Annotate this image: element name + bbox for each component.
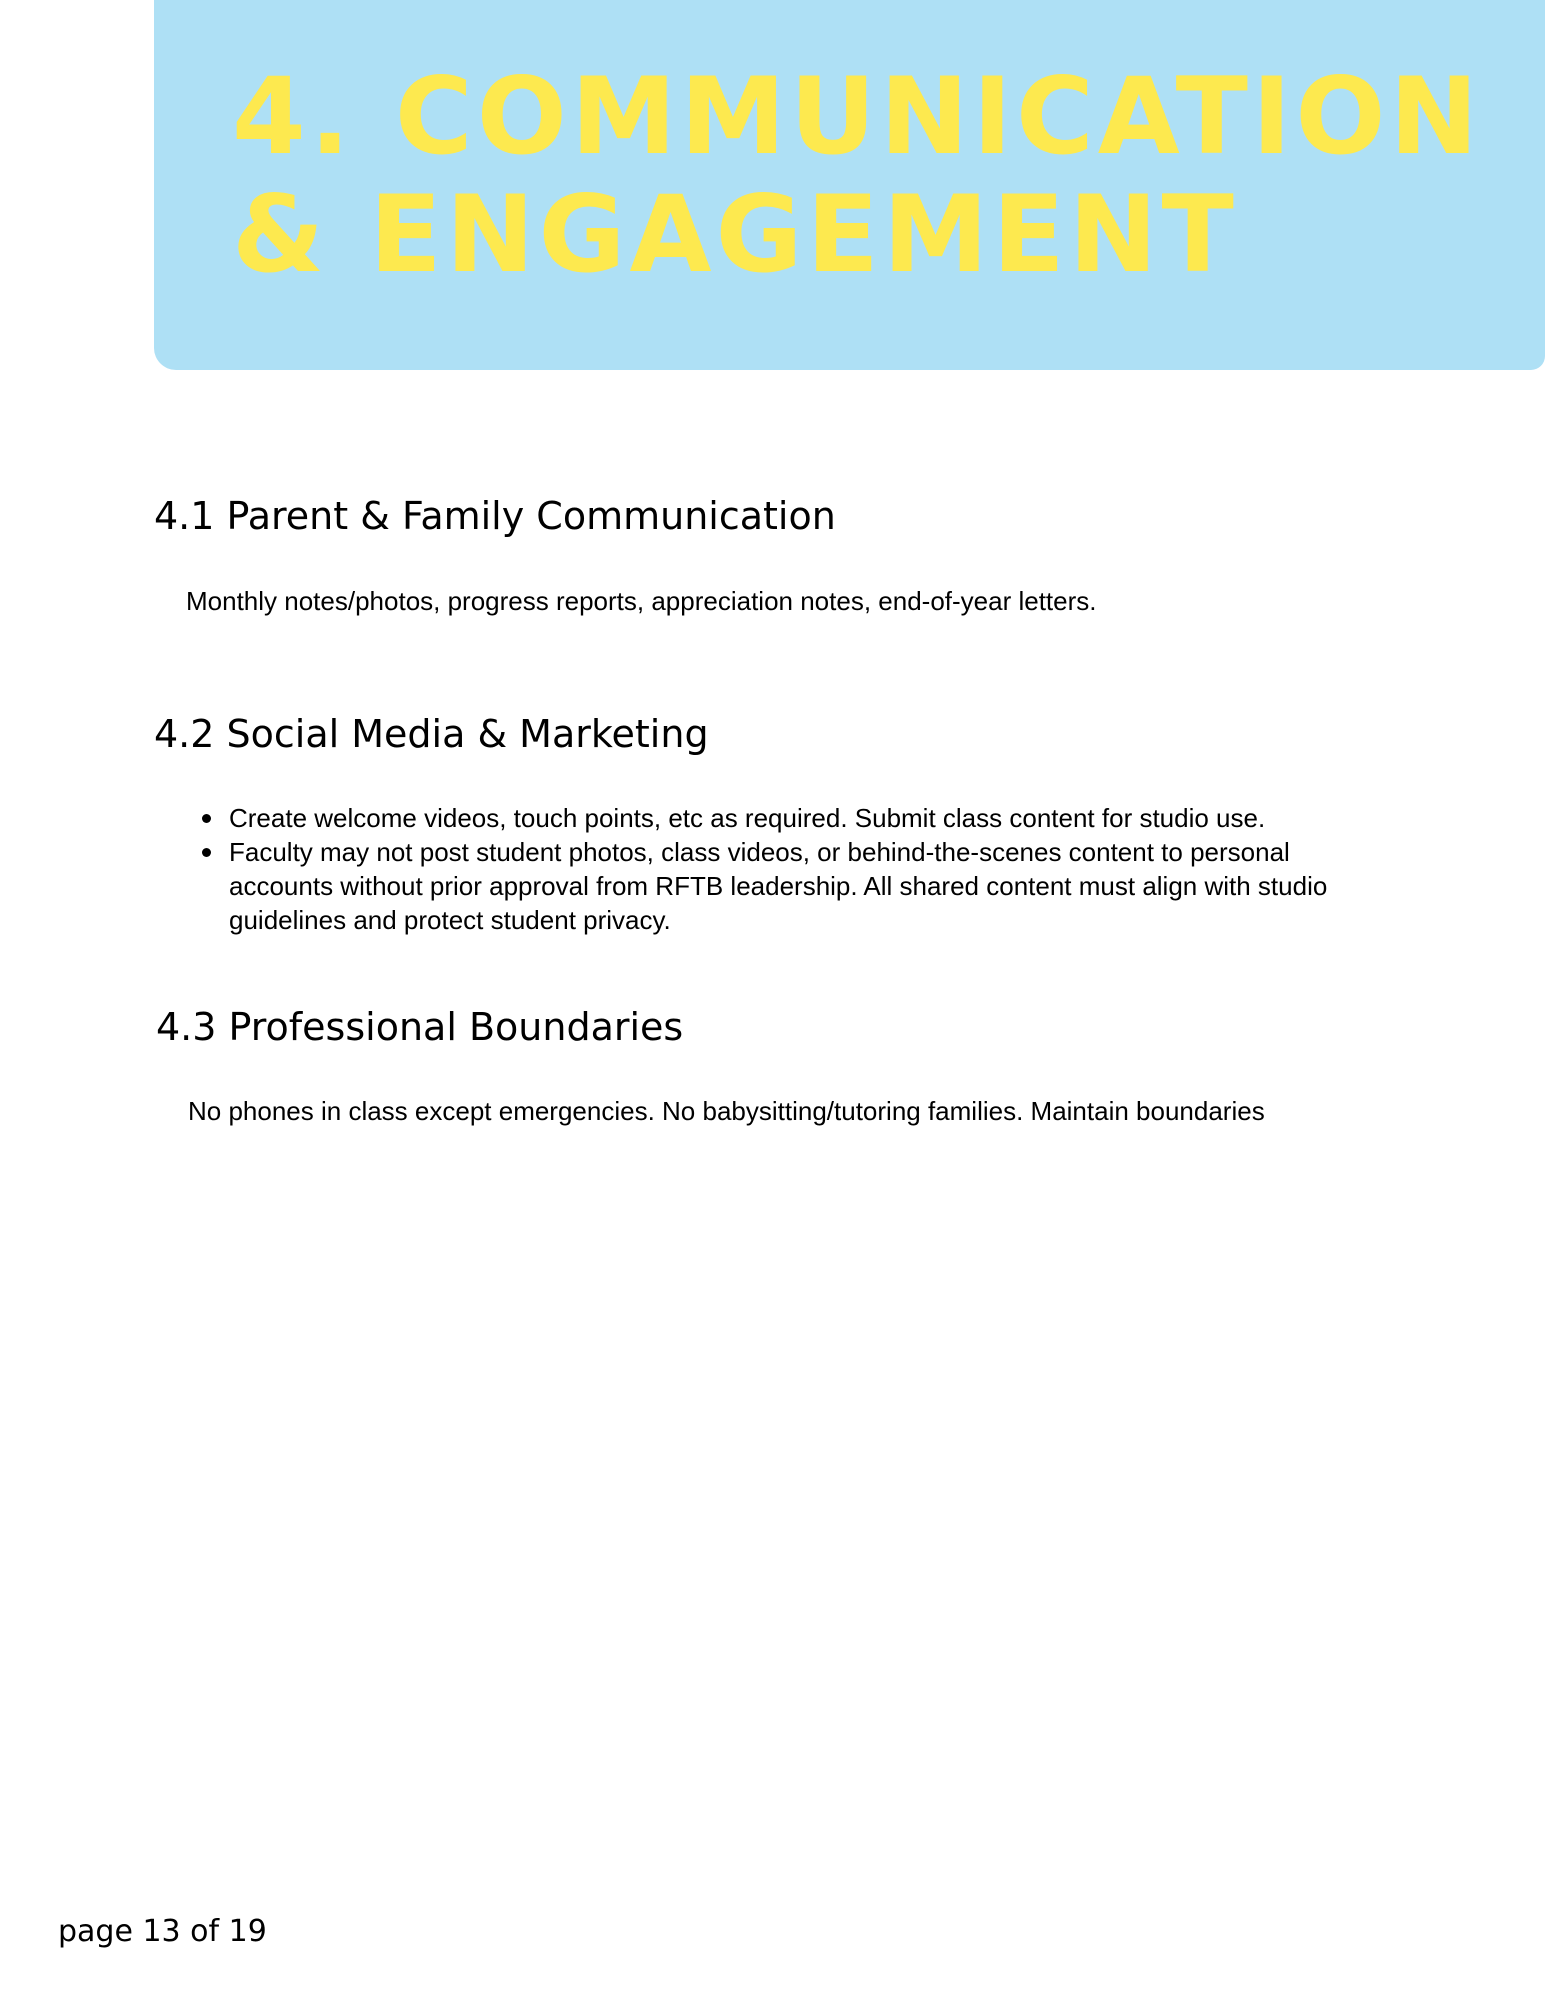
section-text-professional-boundaries: No phones in class except emergencies. No babysitting/tutoring families. Maintain boundaries <box>188 1096 1265 1126</box>
section-heading-parent-family-communication: 4.1 Parent & Family Communication <box>154 494 836 538</box>
bullet-text: Faculty may not post student photos, class videos, or behind-the-scenes content to personal accounts without prior approval from RFTB leadership. All shared content must align with studio guidelines and protect student privacy. <box>229 837 1328 935</box>
list-item <box>229 801 1379 835</box>
bullet-text: Create welcome videos, touch points, etc as required. Submit class content for studio use. <box>229 803 1266 833</box>
list-item <box>229 835 1379 937</box>
bullet-icon <box>202 814 211 823</box>
section-heading-social-media-marketing: 4.2 Social Media & Marketing <box>154 712 709 756</box>
page-title: 4. COMMUNICATION & ENGAGEMENT <box>232 55 1483 296</box>
section-text-parent-family-communication: Monthly notes/photos, progress reports, appreciation notes, end-of-year letters. <box>186 586 1097 616</box>
social-media-bullet-list <box>229 801 1379 937</box>
section-heading-professional-boundaries: 4.3 Professional Boundaries <box>156 1005 684 1049</box>
bullet-icon <box>202 848 211 857</box>
page-number: page 13 of 19 <box>58 1914 267 1949</box>
